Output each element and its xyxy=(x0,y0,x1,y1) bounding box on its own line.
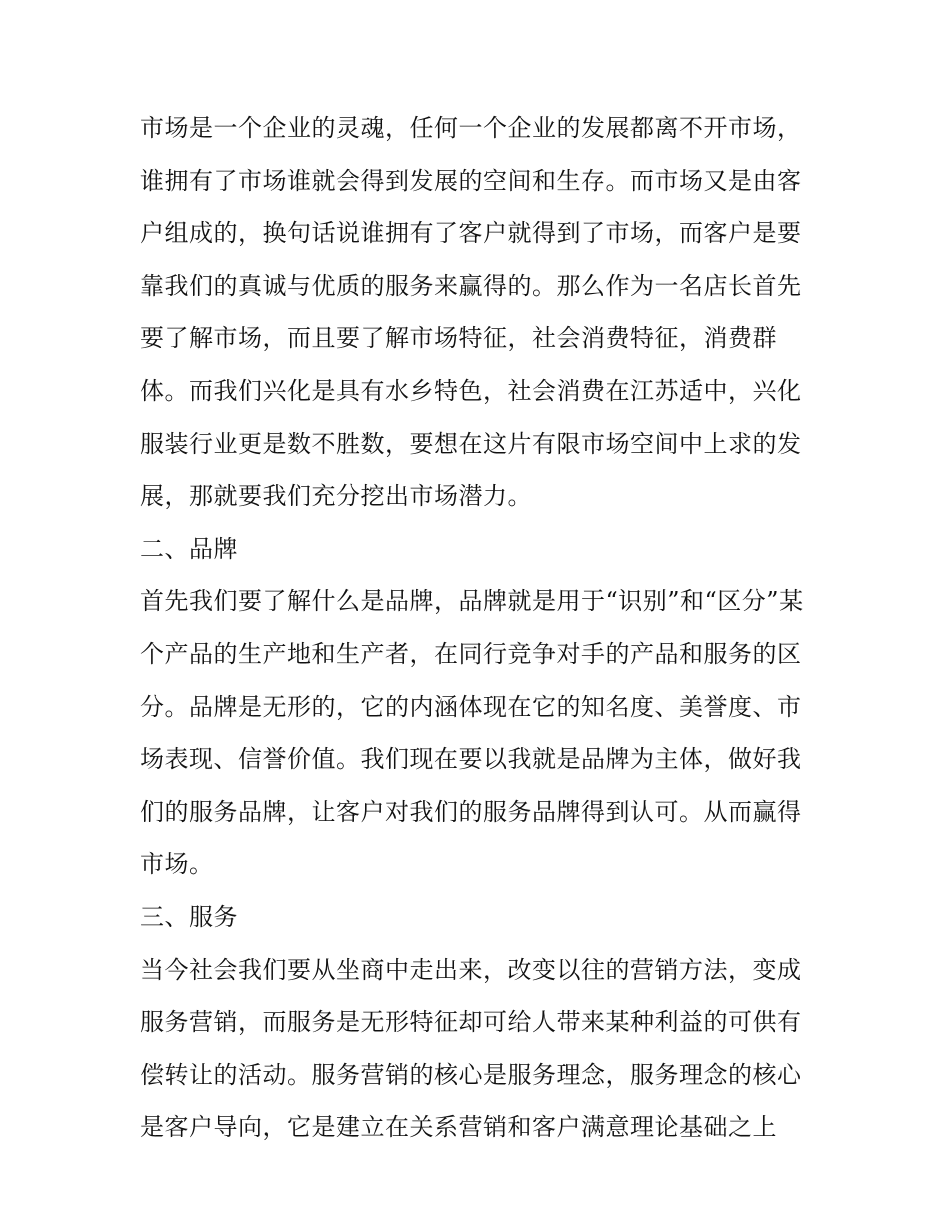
paragraph-line: 市场。 xyxy=(140,850,214,879)
paragraph-line: 要了解市场，而且要了解市场特征，社会消费特征，消费群 xyxy=(140,324,777,353)
paragraph-line: 服务营销，而服务是无形特征却可给人带来某种利益的可供有 xyxy=(140,1008,802,1037)
paragraph-line: 当今社会我们要从坐商中走出来，改变以往的营销方法，变成 xyxy=(140,955,802,984)
paragraph-line: 服装行业更是数不胜数，要想在这片有限市场空间中上求的发 xyxy=(140,429,802,458)
paragraph-line: 市场是一个企业的灵魂，任何一个企业的发展都离不开市场， xyxy=(140,114,802,142)
paragraph-line: 场表现、信誉价值。我们现在要以我就是品牌为主体，做好我 xyxy=(140,745,802,774)
paragraph-line: 分。品牌是无形的，它的内涵体现在它的知名度、美誉度、市 xyxy=(140,692,802,721)
paragraph-line: 靠我们的真诚与优质的服务来赢得的。那么作为一名店长首先 xyxy=(140,271,802,300)
paragraph-line: 偿转让的活动。服务营销的核心是服务理念，服务理念的核心 xyxy=(140,1060,802,1089)
paragraph-line: 体。而我们兴化是具有水乡特色，社会消费在江苏适中，兴化 xyxy=(140,376,802,405)
paragraph-line: 谁拥有了市场谁就会得到发展的空间和生存。而市场又是由客 xyxy=(140,166,802,195)
section-heading-brand: 二、品牌 xyxy=(140,534,238,563)
paragraph-line: 户组成的，换句话说谁拥有了客户就得到了市场，而客户是要 xyxy=(140,219,802,248)
document-body xyxy=(140,102,820,1154)
section-heading-service: 三、服务 xyxy=(140,902,238,931)
paragraph-line: 们的服务品牌，让客户对我们的服务品牌得到认可。从而赢得 xyxy=(140,797,802,826)
paragraph-line: 首先我们要了解什么是品牌，品牌就是用于“识别”和“区分”某 xyxy=(140,587,804,616)
paragraph-line: 是客户导向，它是建立在关系营销和客户满意理论基础之上 xyxy=(140,1113,777,1142)
paragraph-line: 个产品的生产地和生产者，在同行竞争对手的产品和服务的区 xyxy=(140,639,802,668)
paragraph-line: 展，那就要我们充分挖出市场潜力。 xyxy=(140,482,532,511)
